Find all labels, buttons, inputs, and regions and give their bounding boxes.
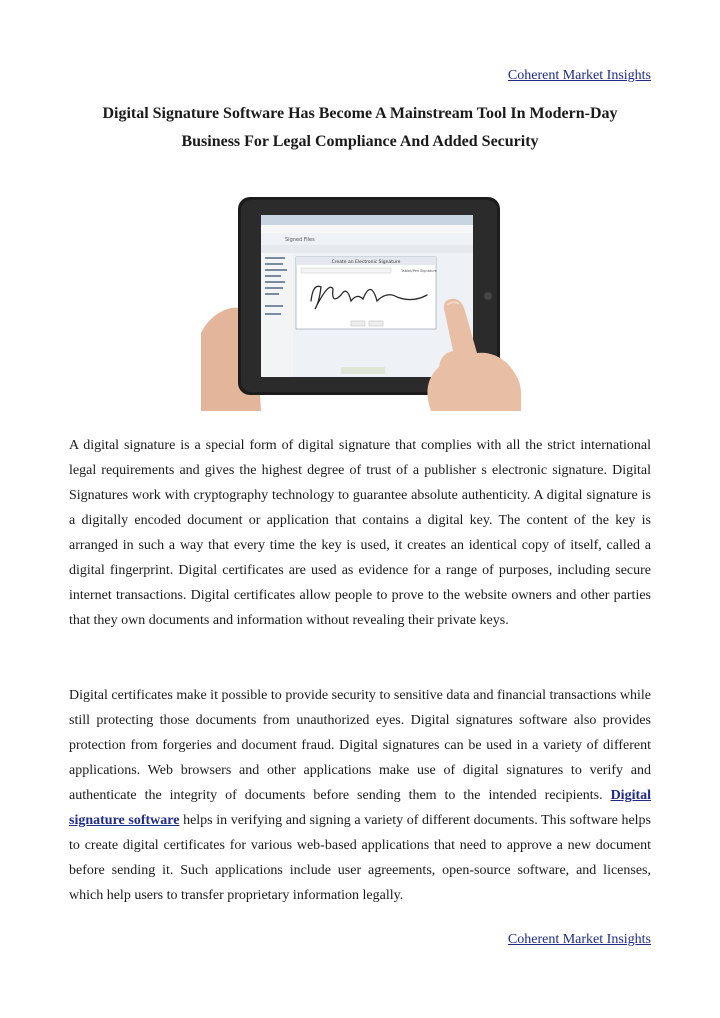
app-title-text: Signed Files (285, 237, 315, 243)
paragraph-2-text-after: helps in verifying and signing a variety of different documents. This software helps to create digital certificates for various web-based applications that need to approve a new document before sending it. Such applications include user agreements, open-source software, and licenses, which help users to transfer proprietary information legally. (69, 813, 651, 903)
paragraph-2-text-before: Digital certificates make it possible to provide security to sensitive data and financial transactions while still protecting those documents from unauthorized eyes. Digital signatures software also provides protection from forgeries and document fraud. Digital signatures can be used in a variety of different applications. Web browsers and other applications make use of digital signatures to verify and authenticate the integrity of documents before sending them to the intended recipients. (69, 688, 651, 803)
page-title (60, 100, 660, 156)
digital-signature-software-link[interactable]: Digital signature software (69, 788, 652, 828)
title-line-2: Business For Legal Compliance And Added Security (181, 133, 539, 150)
dialog-title-text: Create an Electronic Signature (331, 260, 401, 265)
tablet-signature-image (201, 183, 521, 411)
paragraph-1: A digital signature is a special form of digital signature that complies with all the strict international legal requirements and gives the highest degree of trust of a publisher s electronic signature. Digital Signatures work with cryptography technology to guarantee absolute authenticity. A digital signature is a digitally encoded document or application that contains a digital key. The content of the key is arranged in such a way that every time the key is used, it creates an identical copy of itself, called a digital fingerprint. Digital certificates are used as evidence for a range of purposes, including secure internet transactions. Digital certificates allow people to prove to the website owners and other parties that they own documents and information without revealing their private keys. (69, 438, 651, 628)
footer-source-link[interactable]: Coherent Market Insights (507, 932, 651, 947)
paragraph-2 (69, 683, 651, 908)
header-source-link[interactable]: Coherent Market Insights (507, 68, 651, 83)
tablet-option-text: Tablet/Pen Signature (401, 269, 437, 273)
title-line-1: Digital Signature Software Has Become A Mainstream Tool In Modern-Day (102, 105, 618, 122)
tablet-illustration (201, 183, 521, 411)
